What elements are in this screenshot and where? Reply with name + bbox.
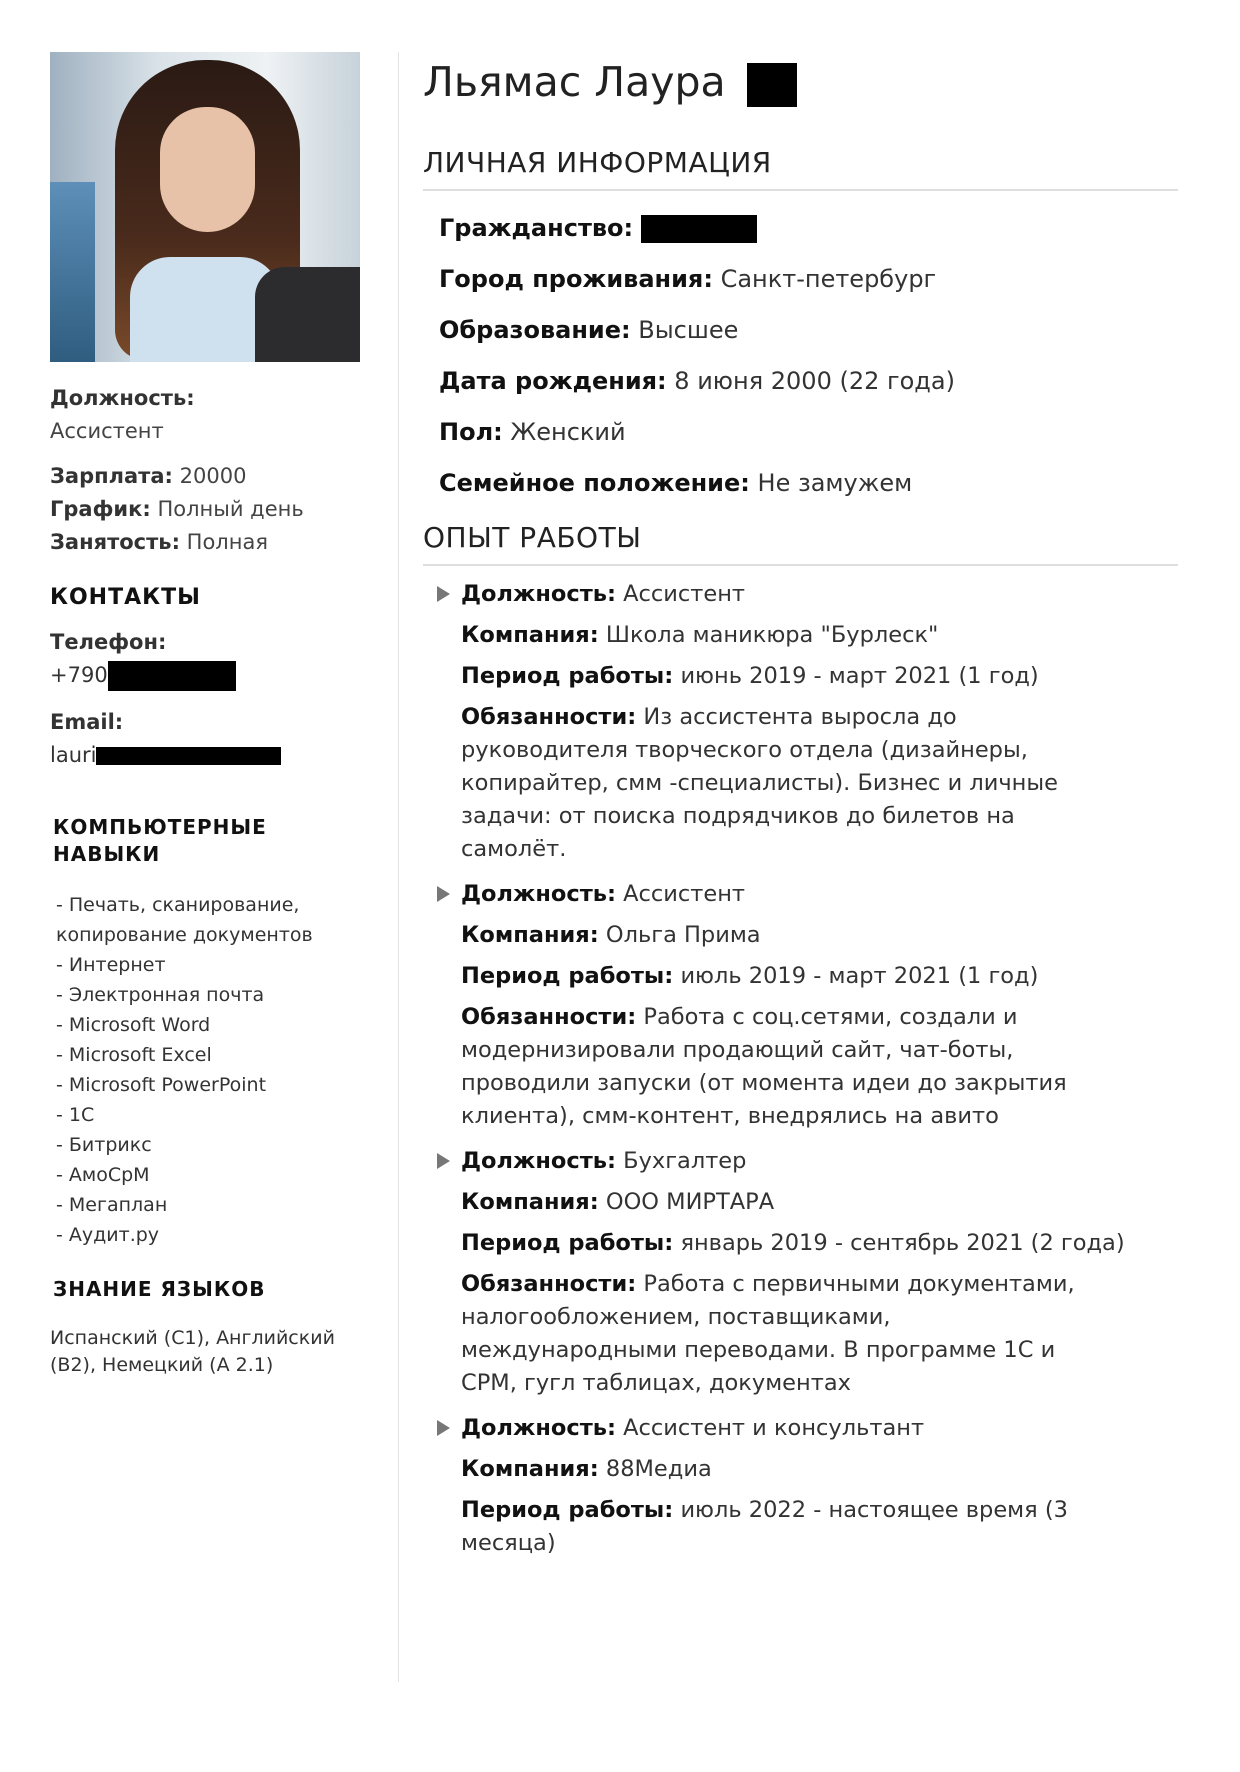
job-period-continued: месяца) [461,1530,556,1556]
desired-position [50,382,360,448]
duty-line: проводили запуски (от момента идеи до закрытия [461,1070,1067,1096]
experience-list [423,574,1178,1564]
job-entry [461,1141,1178,1404]
job-position-label: Должность: [461,1415,616,1441]
job-position-label: Должность: [461,581,616,607]
job-duties [461,697,1178,870]
job-company: Школа маникюра "Бурлеск" [605,622,939,648]
city-value: Санкт-петербург [720,265,937,293]
redaction-bar [108,661,236,691]
education-row [439,305,1178,356]
languages-heading: ЗНАНИЕ ЯЗЫКОВ [53,1277,266,1301]
experience-heading: ОПЫТ РАБОТЫ [423,521,1178,566]
job-position: Ассистент [623,881,746,907]
triangle-bullet-icon [437,1153,450,1169]
job-company: 88Медиа [605,1456,712,1482]
job-period-label: Период работы: [461,1497,674,1523]
job-duties [461,997,1178,1137]
job-period: январь 2019 - сентябрь 2021 (2 года) [680,1230,1125,1256]
duty-line: копирайтер, смм -специалисты). Бизнес и личные [461,770,1058,796]
job-position-label: Должность: [461,881,616,907]
triangle-bullet-icon [437,586,450,602]
citizenship-row [439,203,1178,254]
employment-value: Полная [186,530,268,554]
job-entry [461,574,1178,870]
job-company: ООО МИРТАРА [605,1189,775,1215]
list-item: - Microsoft PowerPoint [56,1074,267,1096]
redaction-bar [641,215,757,243]
duty-line: клиента), смм-контент, внедрялись на авито [461,1103,999,1129]
triangle-bullet-icon [437,1420,450,1436]
marital-value: Не замужем [757,469,913,497]
redaction-bar [96,747,281,765]
page-title [423,52,1178,112]
job-company: Ольга Прима [605,922,761,948]
duty-line: Работа с первичными документами, [643,1271,1075,1297]
duty-line: Из ассистента выросла до [643,704,957,730]
list-item: - Битрикс [56,1134,152,1156]
education-label: Образование: [439,316,631,344]
gender-label: Пол: [439,418,503,446]
phone-label: Телефон: [50,630,167,654]
birthdate-label: Дата рождения: [439,367,667,395]
birthdate-row [439,356,1178,407]
duty-line: СРМ, гугл таблицах, документах [461,1370,851,1396]
job-duties-label: Обязанности: [461,1004,637,1030]
city-row [439,254,1178,305]
list-item: - Печать, сканирование, [56,894,300,916]
personal-info-heading: ЛИЧНАЯ ИНФОРМАЦИЯ [423,146,1178,191]
duty-line: задачи: от поиска подрядчиков до билетов на [461,803,1015,829]
job-period-label: Период работы: [461,963,674,989]
job-position: Бухгалтер [623,1148,747,1174]
duty-line: международными переводами. В программе 1С и [461,1337,1056,1363]
employment-line [50,526,360,559]
job-duties-label: Обязанности: [461,704,637,730]
contacts-heading: КОНТАКТЫ [50,585,201,610]
skills-list [50,890,360,1250]
job-position: Ассистент [623,581,746,607]
list-item: копирование документов [56,924,313,946]
job-company-label: Компания: [461,1456,599,1482]
skills-heading-line2: НАВЫКИ [53,842,161,866]
list-item: - Microsoft Word [56,1014,211,1036]
full-name: Льямас Лаура [423,58,726,106]
gender-value: Женский [510,418,626,446]
birthdate-value: 8 июня 2000 (22 года) [674,367,955,395]
employment-label: Занятость: [50,530,180,554]
job-company-label: Компания: [461,922,599,948]
marital-label: Семейное положение: [439,469,750,497]
job-period-label: Период работы: [461,663,674,689]
list-item: - Интернет [56,954,166,976]
languages-line: Испанский (С1), Английский [50,1327,335,1349]
schedule-value: Полный день [157,497,304,521]
job-entry [461,1408,1178,1564]
duty-line: налогообложением, поставщиками, [461,1304,891,1330]
phone-value [50,659,360,692]
email-label: Email: [50,710,124,734]
job-period: июнь 2019 - март 2021 (1 год) [680,663,1039,689]
job-duties-label: Обязанности: [461,1271,637,1297]
job-duties [461,1264,1178,1404]
job-period: июль 2022 - настоящее время (3 [680,1497,1068,1523]
duty-line: самолёт. [461,836,567,862]
list-item: - АмоСрМ [56,1164,150,1186]
list-item: - Электронная почта [56,984,265,1006]
triangle-bullet-icon [437,886,450,902]
list-item: - Microsoft Excel [56,1044,212,1066]
phone-prefix: +790 [50,663,108,687]
city-label: Город проживания: [439,265,713,293]
salary-label: Зарплата: [50,464,173,488]
job-period-block [461,1490,1178,1564]
sidebar [50,52,360,1379]
email-value [50,739,360,772]
languages-text [50,1325,360,1379]
citizenship-label: Гражданство: [439,214,634,242]
column-divider [398,52,399,1682]
position-value: Ассистент [50,419,164,443]
list-item: - 1С [56,1104,95,1126]
salary-value: 20000 [179,464,247,488]
profile-photo [50,52,360,362]
job-entry [461,874,1178,1137]
job-company-label: Компания: [461,622,599,648]
list-item: - Мегаплан [56,1194,168,1216]
job-company-label: Компания: [461,1189,599,1215]
marital-row [439,458,1178,509]
schedule-label: График: [50,497,151,521]
education-value: Высшее [638,316,739,344]
duty-line: Работа с соц.сетями, создали и [643,1004,1018,1030]
email-prefix: lauri [50,743,97,767]
job-position: Ассистент и консультант [623,1415,925,1441]
main-content [423,52,1178,1568]
personal-info [423,203,1178,509]
languages-line: (В2), Немецкий (А 2.1) [50,1354,274,1376]
gender-row [439,407,1178,458]
duty-line: руководителя творческого отдела (дизайнеры, [461,737,1028,763]
job-period-label: Период работы: [461,1230,674,1256]
position-label: Должность: [50,386,195,410]
schedule-line [50,493,360,526]
job-position-label: Должность: [461,1148,616,1174]
duty-line: модернизировали продающий сайт, чат-боты, [461,1037,1014,1063]
redaction-bar [747,63,797,107]
list-item: - Аудит.ру [56,1224,160,1246]
salary-line [50,460,360,493]
skills-heading-line1: КОМПЬЮТЕРНЫЕ [53,815,267,839]
job-period: июль 2019 - март 2021 (1 год) [680,963,1039,989]
